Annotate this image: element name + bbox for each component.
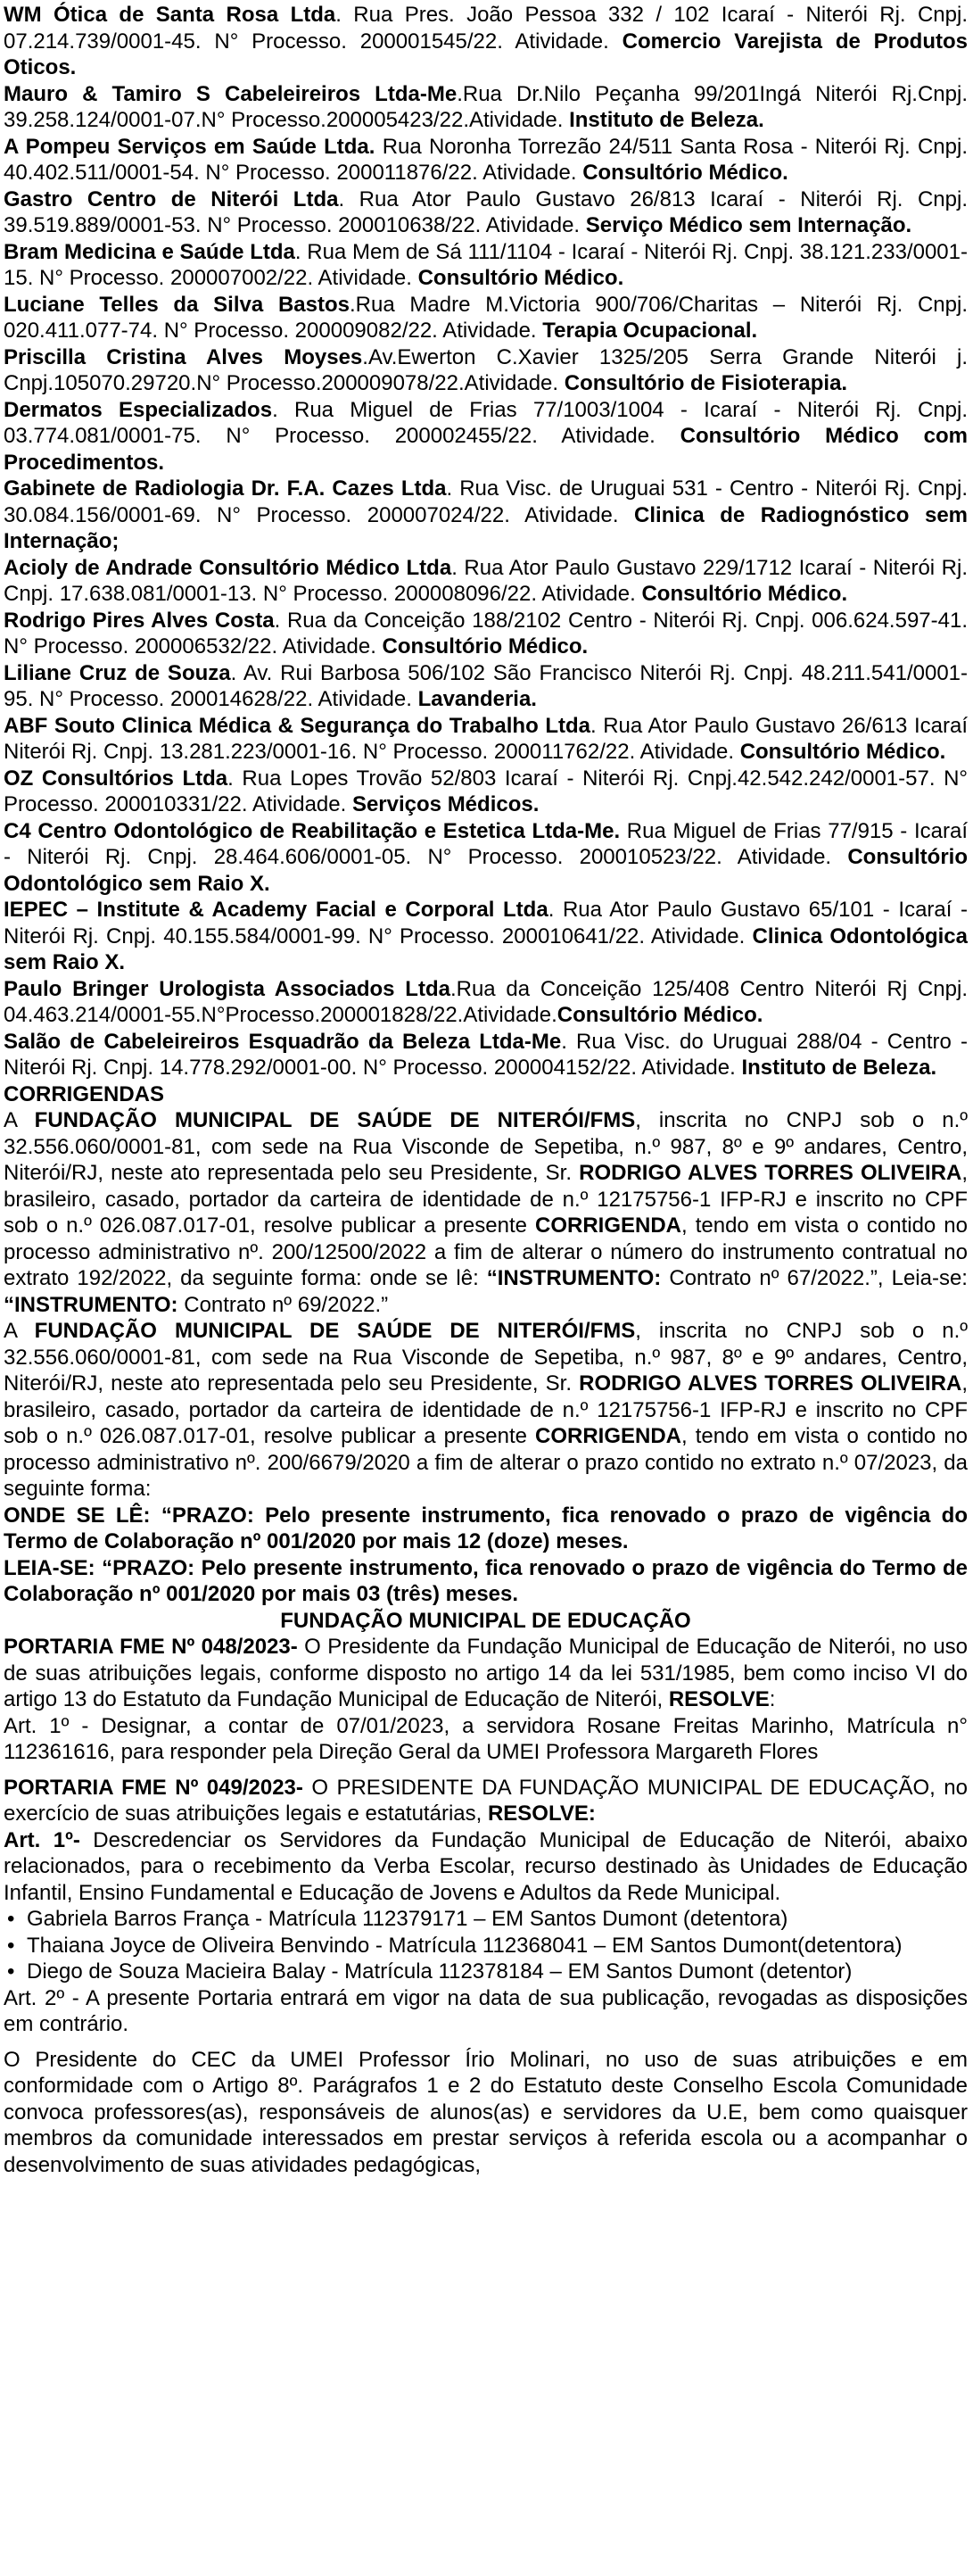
corrigendas-heading: CORRIGENDAS <box>4 1081 165 1106</box>
establishment-name: Rodrigo Pires Alves Costa <box>4 608 275 633</box>
establishment-activity: Consultório Médico. <box>739 740 946 764</box>
establishment-entry <box>4 344 968 397</box>
establishment-activity: Consultório de Fisioterapia. <box>564 371 848 395</box>
corrigenda-paragraph-2: A FUNDAÇÃO MUNICIPAL DE SAÚDE DE NITERÓI/FMS, inscrita no CNPJ sob o n.º 32.556.060/0001-81, com sede na Rua Visconde de Sepetiba, n.º 987, 8º e 9º andares, Centro, Niterói/RJ, neste ato representada pelo seu Presidente, Sr. RODRIGO ALVES TORRES OLIVEIRA, brasileiro, casado, portador da carteira de identidade de n.º 12175756-1 IFP-RJ e inscrito no CPF sob o n.º 026.087.017-01, resolve publicar a presente CORRIGENDA, tendo em vista o contido no processo administrativo nº. 200/6679/2020 a fim de alterar o prazo contido no extrato n.º 07/2023, da seguinte forma: <box>4 1319 969 1501</box>
establishment-activity: Consultório Médico. <box>582 161 788 185</box>
establishment-name: Liliane Cruz de Souza <box>4 660 231 685</box>
onde-se-le: ONDE SE LÊ: “PRAZO: Pelo presente instrumento, fica renovado o prazo de vigência do Termo de Colaboração nº 001/2020 por mais 12 (doze) meses. <box>4 1503 968 1553</box>
corrigenda-label: CORRIGENDA <box>535 1213 682 1238</box>
establishment-entry <box>4 766 968 818</box>
establishment-entry <box>4 660 968 713</box>
establishment-details: . Rua Ator Paulo Gustavo 229/1712 Icaraí - Niterói Rj. Cnpj. 17.638.081/0001-13. N° Processo. 200008096/22. Atividade. <box>4 555 969 606</box>
establishment-name: Luciane Telles da Silva Bastos <box>4 292 350 317</box>
establishment-details: . Rua Mem de Sá 111/1104 - Icaraí - Niterói Rj. Cnpj. 38.121.233/0001-15. N° Processo. 200007002/22. Atividade. <box>4 239 968 290</box>
establishment-activity: Clinica Odontológica sem Raio X. <box>4 924 968 974</box>
establishment-details: .Rua Madre M.Victoria 900/706/Charitas – Niterói Rj. Cnpj. 020.411.077-74. N° Processo. 200009082/22. Atividade. <box>4 292 969 343</box>
establishment-entry <box>4 239 968 292</box>
establishment-activity: Consultório Odontológico sem Raio X. <box>4 845 968 896</box>
establishment-entry <box>4 608 968 660</box>
establishment-list <box>4 2 968 1081</box>
establishment-details: . Av. Rui Barbosa 506/102 São Francisco Niterói Rj. Cnpj. 48.211.541/0001-95. N° Processo. 200014628/22. Atividade. <box>4 660 969 711</box>
establishment-activity: Lavanderia. <box>417 687 537 711</box>
president-name: RODRIGO ALVES TORRES OLIVEIRA <box>579 1371 962 1396</box>
establishment-name: A Pompeu Serviços em Saúde Ltda. <box>4 134 375 159</box>
establishment-details: Rua Miguel de Frias 77/915 - Icaraí - Niterói Rj. Cnpj. 28.464.606/0001-05. N° Processo. 200010523/22. Atividade. <box>4 818 968 869</box>
establishment-activity: Consultório Médico. <box>557 1003 763 1027</box>
establishment-entry <box>4 818 968 898</box>
portaria-048-art1: Art. 1º - Designar, a contar de 07/01/2023, a servidora Rosane Freitas Marinho, Matrícula n° 112361616, para responder pela Direção Geral da UMEI Professora Margareth Flores <box>4 1713 968 1764</box>
establishment-name: Bram Medicina e Saúde Ltda <box>4 239 295 264</box>
list-item: • Diego de Souza Macieira Balay - Matrícula 112378184 – EM Santos Dumont (detentor) <box>27 1959 968 1985</box>
portaria-049: PORTARIA FME Nº 049/2023- O PRESIDENTE DA FUNDAÇÃO MUNICIPAL DE EDUCAÇÃO, no exercício de suas atribuições legais e estatutárias, RESOLVE: <box>4 1775 968 1826</box>
establishment-details: . Rua Lopes Trovão 52/803 Icaraí - Niterói Rj. Cnpj.42.542.242/0001-57. N° Processo. 200010331/22. Atividade. <box>4 766 969 816</box>
establishment-details: . Rua Miguel de Frias 77/1003/1004 - Icaraí - Niterói Rj. Cnpj. 03.774.081/0001-75. N° Processo. 200002455/22. Atividade. <box>4 397 968 448</box>
establishment-details: . Rua da Conceição 188/2102 Centro - Niterói Rj. Cnpj. 006.624.597-41. N° Processo. 200006532/22. Atividade. <box>4 608 968 658</box>
establishment-name: C4 Centro Odontológico de Reabilitação e Estetica Ltda-Me. <box>4 818 621 843</box>
establishment-entry <box>4 81 968 134</box>
establishment-details: . Rua Ator Paulo Gustavo 65/101 - Icaraí - Niterói Rj. Cnpj. 40.155.584/0001-99. N° Processo. 200010641/22. Atividade. <box>4 898 969 948</box>
establishment-activity: Consultório Médico com Procedimentos. <box>4 424 969 475</box>
corrigenda-paragraph-1: A FUNDAÇÃO MUNICIPAL DE SAÚDE DE NITERÓI/FMS, inscrita no CNPJ sob o n.º 32.556.060/0001-81, com sede na Rua Visconde de Sepetiba, n.º 987, 8º e 9º andares, Centro, Niterói/RJ, neste ato representada pelo seu Presidente, Sr. RODRIGO ALVES TORRES OLIVEIRA, brasileiro, casado, portador da carteira de identidade de n.º 12175756-1 IFP-RJ e inscrito no CPF sob o n.º 026.087.017-01, resolve publicar a presente CORRIGENDA, tendo em vista o contido no processo administrativo nº. 200/12500/2022 a fim de alterar o número do instrumento contratual no extrato 192/2022, da seguinte forma: onde se lê: “INSTRUMENTO: Contrato nº 67/2022.”, Leia-se: “INSTRUMENTO: Contrato nº 69/2022.” <box>4 1108 969 1317</box>
establishment-name: Gastro Centro de Niterói Ltda <box>4 186 339 211</box>
list-item: • Gabriela Barros França - Matrícula 112379171 – EM Santos Dumont (detentora) <box>27 1906 968 1933</box>
establishment-activity: Instituto de Beleza. <box>741 1056 937 1080</box>
establishment-name: Gabinete de Radiologia Dr. F.A. Cazes Ltda <box>4 476 447 501</box>
establishment-entry <box>4 186 968 239</box>
establishment-entry <box>4 897 968 976</box>
establishment-details: .Rua da Conceição 125/408 Centro Niterói Rj Cnpj. 04.463.214/0001-55.N°Processo.200001828/22.Atividade. <box>4 976 968 1027</box>
establishment-activity: Clinica de Radiognóstico sem Internação; <box>4 502 968 553</box>
portaria-049-art2: Art. 2º - A presente Portaria entrará em vigor na data de sua publicação, revogadas as disposições em contrário. <box>4 1985 968 2036</box>
cec-convocation: O Presidente do CEC da UMEI Professor Írio Molinari, no uso de suas atribuições e em conformidade com o Artigo 8º. Parágrafos 1 e 2 do Estatuto deste Conselho Escola Comunidade convoca professores(as), responsáveis de alunos(as) e servidores da U.E, bem como quaisquer membros da comunidade interessados em prestar serviços à referida escola ou a acompanhar o desenvolvimento de suas atividades pedagógicas, <box>4 2047 968 2177</box>
establishment-name: Mauro & Tamiro S Cabeleireiros Ltda-Me <box>4 81 458 106</box>
establishment-name: ABF Souto Clinica Médica & Segurança do Trabalho Ltda <box>4 713 590 738</box>
establishment-name: WM Ótica de Santa Rosa Ltda <box>4 3 336 27</box>
establishment-details: . Rua Ator Paulo Gustavo 26/813 Icaraí - Niterói Rj. Cnpj. 39.519.889/0001-53. N° Processo. 200010638/22. Atividade. <box>4 186 968 237</box>
portaria-049-art1: Art. 1º- Descredenciar os Servidores da Fundação Municipal de Educação de Niterói, abaixo relacionados, para o recebimento da Verba Escolar, recurso destinado às Unidades de Educação Infantil, Ensino Fundamental e Educação de Jovens e Adultos da Rede Municipal. <box>4 1827 968 1905</box>
establishment-name: Dermatos Especializados <box>4 397 273 422</box>
establishment-entry <box>4 713 968 766</box>
establishment-details: .Av.Ewerton C.Xavier 1325/205 Serra Grande Niterói j. Cnpj.105070.29720.N° Processo.200009078/22.Atividade. <box>4 344 968 395</box>
establishment-details: Rua Noronha Torrezão 24/511 Santa Rosa - Niterói Rj. Cnpj. 40.402.511/0001-54. N° Processo. 200011876/22. Atividade. <box>4 134 968 185</box>
portaria-048: PORTARIA FME Nº 048/2023- O Presidente da Fundação Municipal de Educação de Niterói, no uso de suas atribuições legais, conforme disposto no artigo 14 da lei 531/1985, bem como inciso VI do artigo 13 do Estatuto da Fundação Municipal de Educação de Niterói, RESOLVE: <box>4 1635 969 1711</box>
establishment-entry <box>4 476 968 555</box>
portaria-049-title: PORTARIA FME Nº 049/2023- <box>4 1775 303 1800</box>
establishment-activity: Serviços Médicos. <box>351 792 540 816</box>
organization-name: FUNDAÇÃO MUNICIPAL DE SAÚDE DE NITERÓI/FMS <box>34 1319 636 1343</box>
organization-name: FUNDAÇÃO MUNICIPAL DE SAÚDE DE NITERÓI/FMS <box>34 1108 636 1132</box>
establishment-entry <box>4 397 968 476</box>
establishment-details: . Rua Visc. do Uruguai 288/04 - Centro - Niterói Rj. Cnpj. 14.778.292/0001-00. N° Processo. 200004152/22. Atividade. <box>4 1029 968 1080</box>
establishment-name: Paulo Bringer Urologista Associados Ltda <box>4 976 450 1001</box>
establishment-name: Priscilla Cristina Alves Moyses <box>4 344 363 369</box>
establishment-activity: Consultório Médico. <box>641 582 848 606</box>
corrigenda-label: CORRIGENDA <box>535 1424 682 1448</box>
establishment-name: Salão de Cabeleireiros Esquadrão da Beleza Ltda-Me <box>4 1029 562 1054</box>
establishment-details: .Rua Dr.Nilo Peçanha 99/201Ingá Niterói Rj.Cnpj. 39.258.124/0001-07.N° Processo.200005423/22.Atividade. <box>4 81 969 132</box>
leia-se: LEIA-SE: “PRAZO: Pelo presente instrumento, fica renovado o prazo de vigência do Termo de Colaboração nº 001/2020 por mais 03 (três) meses. <box>4 1555 968 1606</box>
establishment-entry <box>4 134 968 186</box>
establishment-entry <box>4 1029 968 1081</box>
establishment-details: . Rua Pres. João Pessoa 332 / 102 Icaraí - Niterói Rj. Cnpj. 07.214.739/0001-45. N° Processo. 200001545/22. Atividade. <box>4 3 968 54</box>
establishment-activity: Comercio Varejista de Produtos Oticos. <box>4 29 968 79</box>
establishment-activity: Consultório Médico. <box>417 266 624 290</box>
establishment-entry <box>4 292 968 344</box>
educacao-heading: FUNDAÇÃO MUNICIPAL DE EDUCAÇÃO <box>280 1608 691 1633</box>
establishment-name: Acioly de Andrade Consultório Médico Ltda <box>4 555 452 580</box>
establishment-activity: Terapia Ocupacional. <box>542 319 758 343</box>
establishment-activity: Consultório Médico. <box>382 634 589 658</box>
portaria-048-title: PORTARIA FME Nº 048/2023- <box>4 1635 298 1659</box>
establishment-entry <box>4 555 968 608</box>
list-item: • Thaiana Joyce de Oliveira Benvindo - Matrícula 112368041 – EM Santos Dumont(detentora) <box>27 1933 968 1959</box>
establishment-name: OZ Consultórios Ltda <box>4 766 228 791</box>
establishment-entry <box>4 2 968 81</box>
establishment-activity: Serviço Médico sem Internação. <box>585 213 912 237</box>
establishment-activity: Instituto de Beleza. <box>569 108 764 132</box>
establishment-details: . Rua Ator Paulo Gustavo 26/613 Icaraí Niterói Rj. Cnpj. 13.281.223/0001-16. N° Processo. 200011762/22. Atividade. <box>4 713 968 764</box>
servidores-list <box>4 1906 968 1985</box>
establishment-entry <box>4 976 968 1029</box>
establishment-name: IEPEC – Institute & Academy Facial e Corporal Ltda <box>4 898 548 922</box>
establishment-details: . Rua Visc. de Uruguai 531 - Centro - Niterói Rj. Cnpj. 30.084.156/0001-69. N° Processo. 200007024/22. Atividade. <box>4 476 968 527</box>
president-name: RODRIGO ALVES TORRES OLIVEIRA <box>579 1161 962 1185</box>
